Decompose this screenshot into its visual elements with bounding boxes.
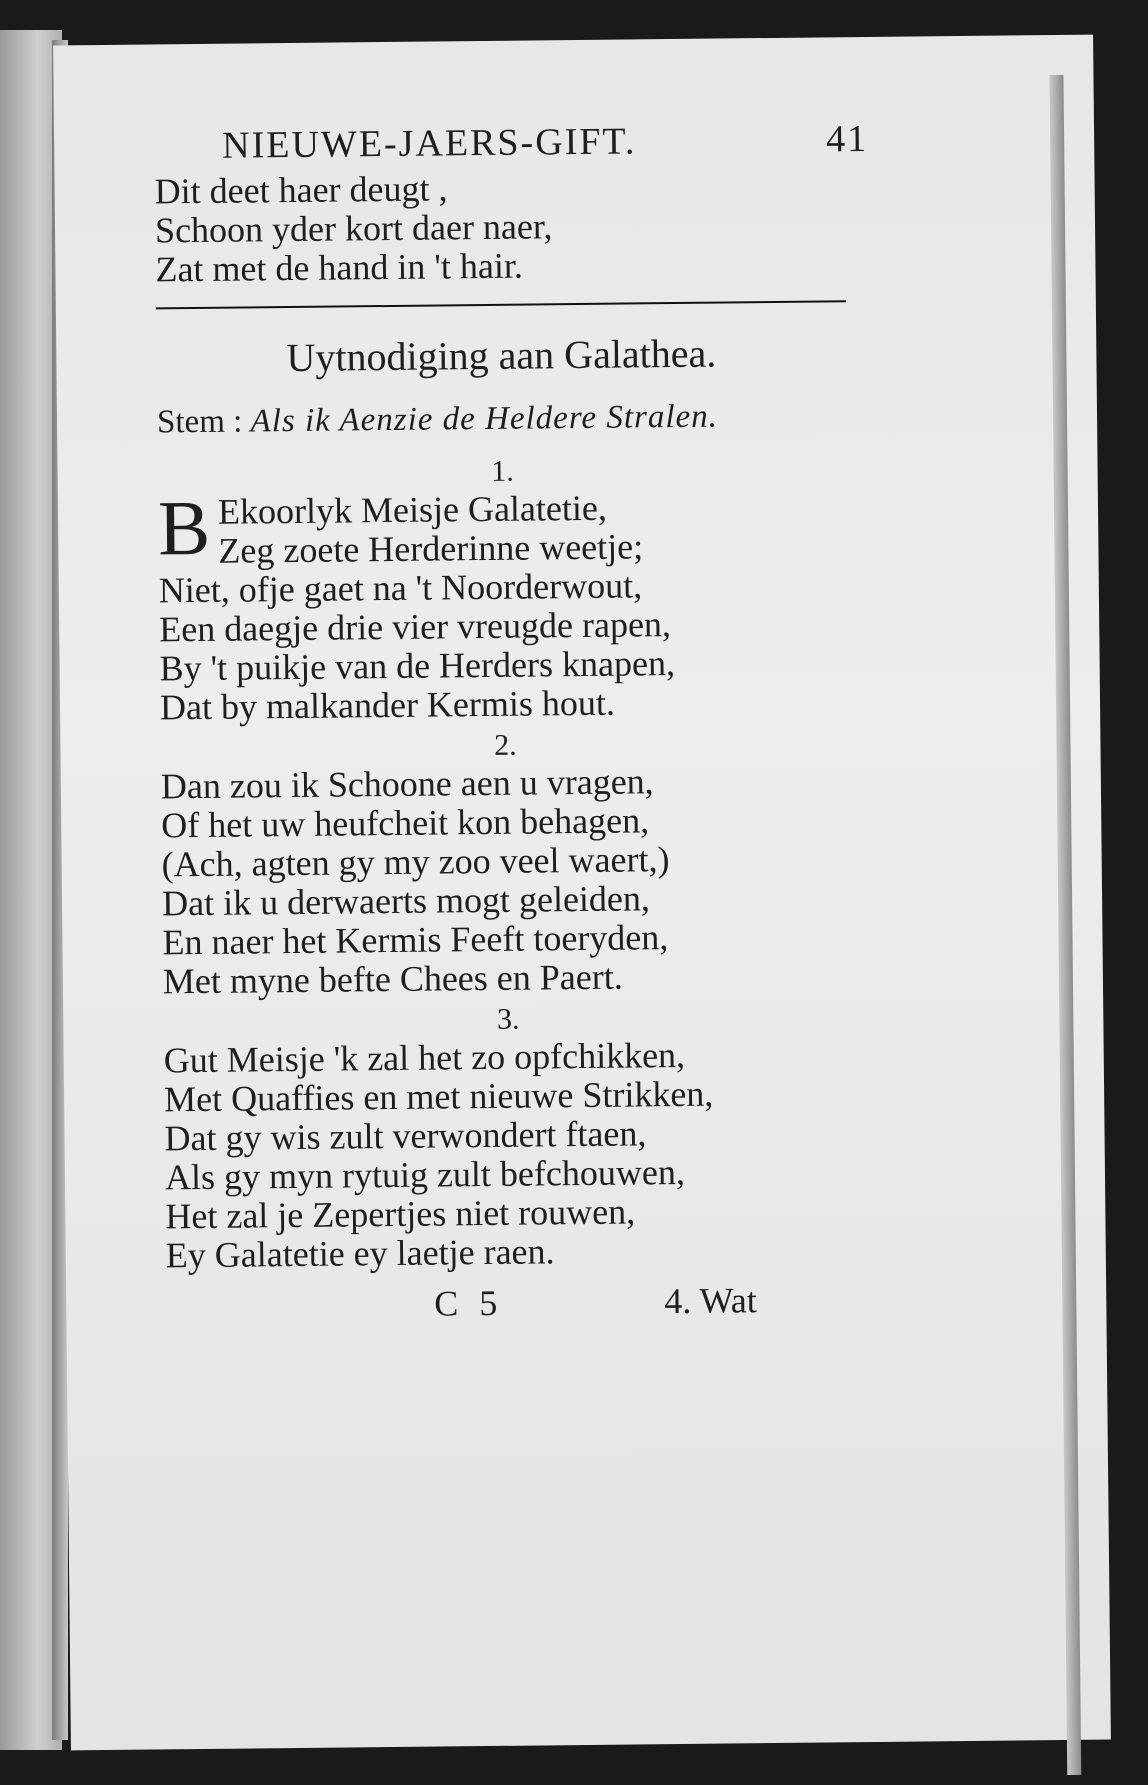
verse-line: Het zal je Zepertjes niet rouwen, xyxy=(165,1191,636,1237)
verse-line: Ey Galatetie ey laetje raen. xyxy=(165,1231,555,1276)
tune-name: Als ik Aenzie de Heldere Stralen. xyxy=(250,398,719,440)
dropcap-letter: B xyxy=(157,483,211,572)
book-page xyxy=(53,35,1111,1751)
verse-line: Dat ik u derwaerts mogt geleiden, xyxy=(161,878,651,924)
verse-line: Schoon yder kort daer naer, xyxy=(154,206,553,251)
verse-line: Een daegje drie vier vreugde rapen, xyxy=(159,604,672,650)
catchword: 4. Wat xyxy=(664,1280,757,1322)
verse-line: Met Quaffies en met nieuwe Strikken, xyxy=(163,1073,714,1120)
verse-line: By 't puikje van de Herders knapen, xyxy=(159,643,676,689)
verse-line: Zeg zoete Herderinne weetje; xyxy=(218,526,644,571)
page-fore-edge xyxy=(1049,75,1081,1775)
page-footer xyxy=(166,1277,946,1329)
stanza-1 xyxy=(157,449,940,727)
stanza-3 xyxy=(163,997,946,1275)
verse-line: Niet, ofje gaet na 't Noorderwout, xyxy=(158,565,643,611)
running-head xyxy=(154,116,934,172)
previous-poem-end xyxy=(154,164,935,289)
verse-line: Dan zou ik Schoone aen u vragen, xyxy=(160,761,654,807)
song-title: Uytnodiging aan Galathea. xyxy=(286,330,717,381)
dropcap-block xyxy=(158,485,939,571)
verse-line: Gut Meisje 'k zal het zo opfchikken, xyxy=(163,1034,686,1081)
page-number: 41 xyxy=(825,117,869,161)
stanza-number: 3. xyxy=(496,1002,520,1036)
verse-line: Of het uw heufcheit kon behagen, xyxy=(161,800,650,846)
signature-mark: C 5 xyxy=(434,1282,504,1324)
page-content xyxy=(154,116,947,1329)
tune-label: Stem : xyxy=(156,403,243,441)
verse-line: Dit deet haer deugt , xyxy=(154,168,448,212)
stanza-number: 2. xyxy=(494,728,517,762)
verse-line: Dat gy wis zult verwondert ftaen, xyxy=(164,1113,647,1159)
verse-line: Met myne befte Chees en Paert. xyxy=(162,956,623,1002)
stanza-2 xyxy=(160,723,943,1001)
verse-line: Als gy myn rytuig zult befchouwen, xyxy=(164,1151,686,1198)
verse-line: En naer het Kermis Feeft toeryden, xyxy=(162,917,669,963)
tune-indication xyxy=(157,396,937,441)
verse-line: Dat by malkander Kermis hout. xyxy=(159,682,616,728)
section-rule xyxy=(156,300,846,309)
stanza-number: 1. xyxy=(491,454,515,488)
verse-line: Ekoorlyk Meisje Galatetie, xyxy=(217,487,608,532)
running-head-title: NIEUWE-JAERS-GIFT. xyxy=(221,120,637,167)
verse-line: Zat met de hand in 't hair. xyxy=(155,245,524,290)
verse-line: (Ach, agten gy my zoo veel waert,) xyxy=(161,839,670,885)
